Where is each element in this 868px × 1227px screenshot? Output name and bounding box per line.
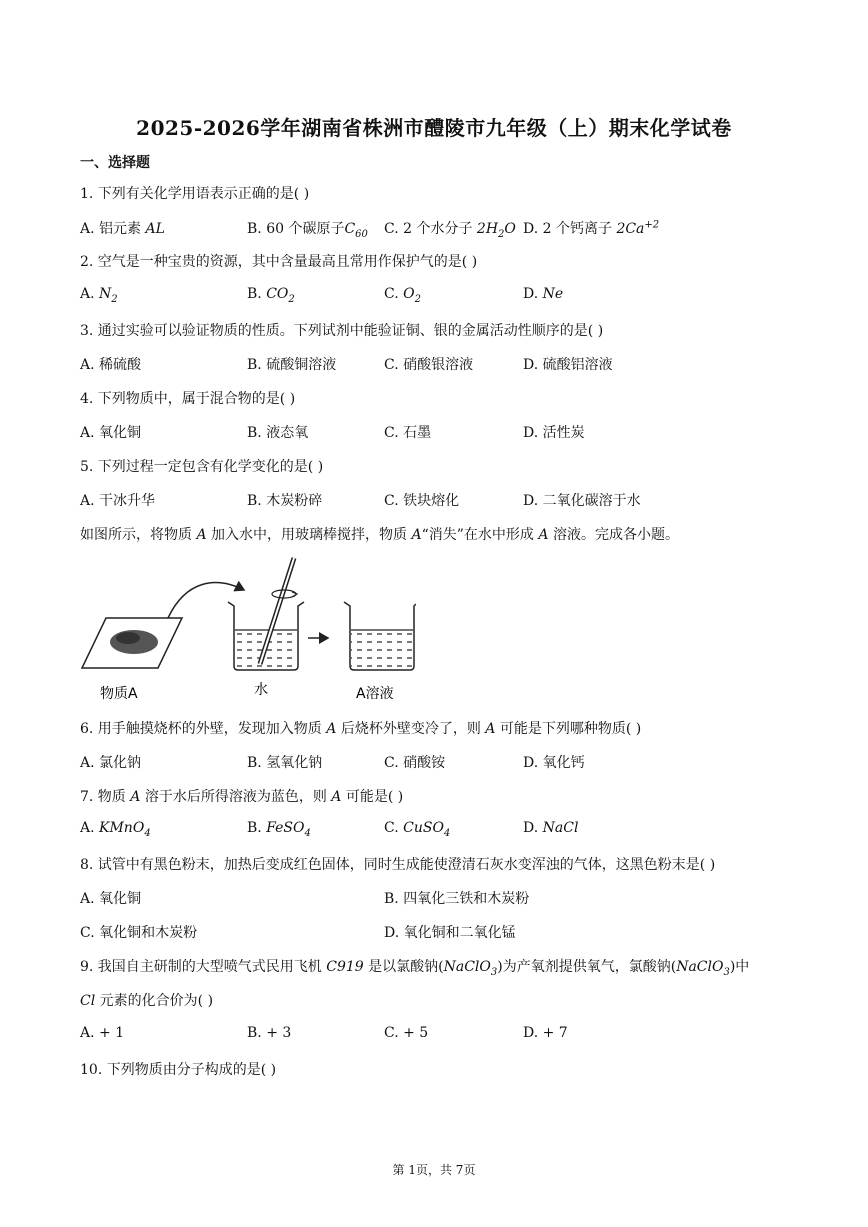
label-a-solution: A溶液: [356, 686, 394, 702]
question-1-stem: 1. 下列有关化学用语表示正确的是( ): [80, 186, 310, 202]
question-7-stem: 7. 物质 A 溶于水后所得溶液为蓝色，则 A 可能是( ): [80, 789, 404, 805]
q3-option-c[interactable]: C. 硝酸银溶液: [384, 357, 474, 373]
question-5-stem: 5. 下列过程一定包含有化学变化的是( ): [80, 459, 324, 475]
q4-option-b[interactable]: B. 液态氧: [247, 425, 309, 441]
question-2-stem: 2. 空气是一种宝贵的资源，其中含量最高且常用作保护气的是( ): [80, 254, 478, 270]
q9-option-b[interactable]: B. + 3: [247, 1025, 292, 1041]
page-footer: 第 1页，共 7页: [392, 1163, 476, 1177]
dissolving-figure: [76, 550, 416, 710]
question-9-stem-line2: Cl 元素的化合价为( ): [80, 993, 214, 1009]
q7-option-d[interactable]: D. NaCl: [523, 820, 579, 836]
q1-option-b[interactable]: B. 60 个碳原子$C_{60}$: [247, 221, 368, 240]
shared-intro-text: 如图所示，将物质 A 加入水中，用玻璃棒搅拌，物质 A“消失”在水中形成 A 溶液。完成各小题。: [80, 527, 679, 543]
q8-option-d[interactable]: D. 氧化铜和二氧化锰: [384, 925, 516, 941]
q5-option-b[interactable]: B. 木炭粉碎: [247, 493, 323, 509]
q9-option-d[interactable]: D. + 7: [523, 1025, 568, 1041]
exam-title: 2025-2026学年湖南省株洲市醴陵市九年级（上）期末化学试卷: [136, 116, 732, 140]
q5-option-d[interactable]: D. 二氧化碳溶于水: [523, 493, 641, 509]
q8-option-c[interactable]: C. 氧化铜和木炭粉: [80, 925, 198, 941]
label-water: 水: [254, 682, 268, 698]
q1-option-a[interactable]: A. 铝元素 AL: [80, 221, 165, 237]
transfer-arrow-icon: [168, 583, 244, 618]
q2-option-a[interactable]: A. $N_2$: [80, 286, 118, 305]
q6-option-b[interactable]: B. 氢氧化钠: [247, 755, 323, 771]
q6-option-d[interactable]: D. 氧化钙: [523, 755, 585, 771]
q6-option-c[interactable]: C. 硝酸铵: [384, 755, 446, 771]
q4-option-a[interactable]: A. 氧化铜: [80, 425, 142, 441]
beaker-with-solution: [344, 602, 416, 670]
beaker-with-water: [228, 558, 304, 670]
q4-option-c[interactable]: C. 石墨: [384, 425, 432, 441]
q9-option-a[interactable]: A. + 1: [80, 1025, 125, 1041]
q8-option-a[interactable]: A. 氧化铜: [80, 891, 142, 907]
label-substance-a: 物质A: [100, 686, 138, 702]
q4-option-d[interactable]: D. 活性炭: [523, 425, 585, 441]
question-4-stem: 4. 下列物质中，属于混合物的是( ): [80, 391, 296, 407]
q3-option-b[interactable]: B. 硫酸铜溶液: [247, 357, 337, 373]
q5-option-c[interactable]: C. 铁块熔化: [384, 493, 460, 509]
question-6-stem: 6. 用手触摸烧杯的外壁，发现加入物质 A 后烧杯外壁变冷了，则 A 可能是下列哪种物质( ): [80, 721, 642, 737]
q3-option-d[interactable]: D. 硫酸铝溶液: [523, 357, 613, 373]
q9-option-c[interactable]: C. + 5: [384, 1025, 429, 1041]
question-3-stem: 3. 通过实验可以验证物质的性质。下列试剂中能验证铜、银的金属活动性顺序的是( ): [80, 323, 604, 339]
q2-option-d[interactable]: D. Ne: [523, 286, 564, 302]
q5-option-a[interactable]: A. 干冰升华: [80, 493, 156, 509]
q2-option-c[interactable]: C. $O_2$: [384, 286, 421, 305]
question-8-stem: 8. 试管中有黑色粉末，加热后变成红色固体，同时生成能使澄清石灰水变浑浊的气体，这黑色粉末是( ): [80, 857, 716, 873]
q2-option-b[interactable]: B. $CO_2$: [247, 286, 295, 305]
q8-option-b[interactable]: B. 四氧化三铁和木炭粉: [384, 891, 530, 907]
q6-option-a[interactable]: A. 氯化钠: [80, 755, 142, 771]
q1-option-d[interactable]: D. 2 个钙离子 $2Ca^{+2}$: [523, 219, 660, 237]
question-9-stem-line1: 9. 我国自主研制的大型喷气式民用飞机 C919 是以氯酸钠(NaClO$_3$)为产氧剂提供氧气，氯酸钠(NaClO$_3$)中: [80, 959, 750, 978]
q7-option-b[interactable]: B. FeSO$_4$: [247, 820, 311, 839]
q1-option-c[interactable]: C. 2 个水分子 $2H_2O$: [384, 221, 516, 240]
question-10-stem: 10. 下列物质由分子构成的是( ): [80, 1062, 277, 1078]
q7-option-c[interactable]: C. CuSO$_4$: [384, 820, 451, 839]
paper-with-powder: [82, 618, 182, 668]
section-heading: 一、选择题: [80, 155, 150, 171]
q7-option-a[interactable]: A. KMnO$_4$: [80, 820, 151, 839]
q3-option-a[interactable]: A. 稀硫酸: [80, 357, 142, 373]
